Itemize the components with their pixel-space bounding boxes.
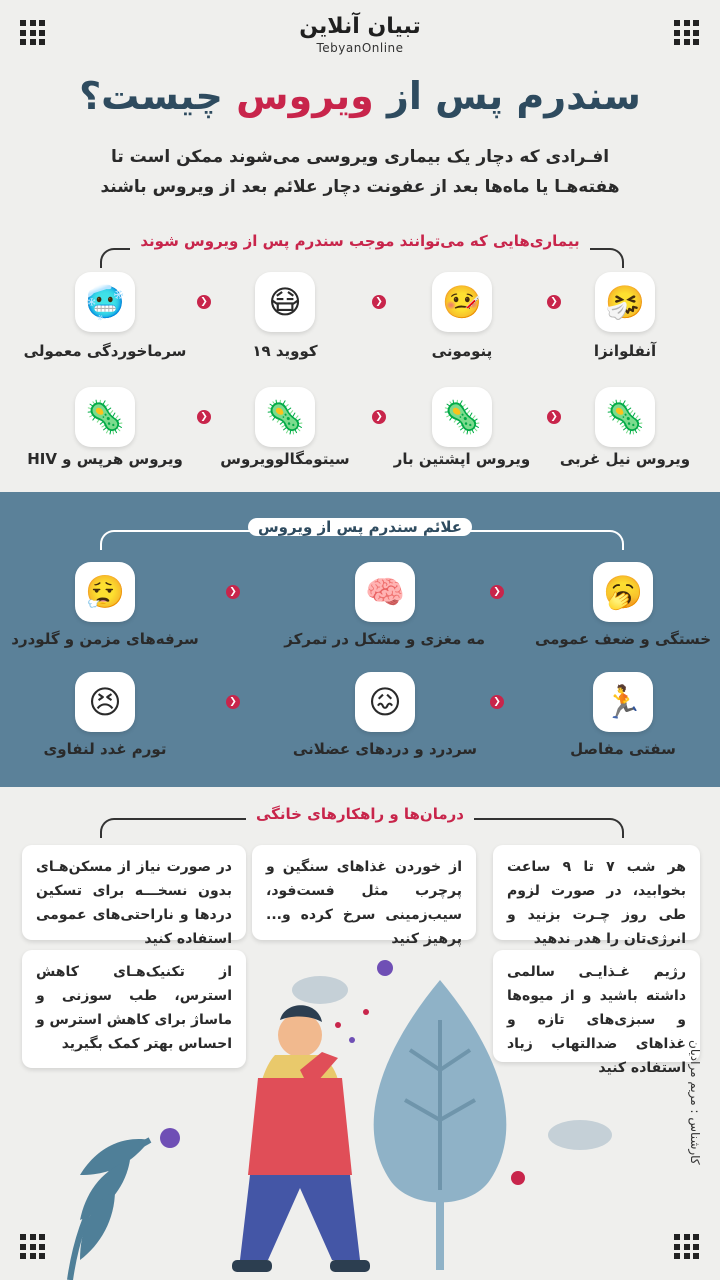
- chevron-right-icon: ❯: [372, 410, 386, 424]
- chevron-right-icon: ❯: [547, 410, 561, 424]
- chevron-right-icon: ❯: [547, 295, 561, 309]
- title-part3: چیست؟: [79, 74, 237, 118]
- intro-line-2: هفته‌هـا یا ماه‌ها بعد از عفونت دچار علائم بعد از ویروس باشند: [100, 177, 620, 197]
- sick-thermometer-icon: 🤒: [432, 272, 492, 332]
- intro-text: [40, 142, 680, 202]
- symptom-label: مه مغزی و مشکل در تمرکز: [284, 630, 485, 648]
- disease-label: کووید ۱۹: [252, 342, 318, 360]
- diseases-bracket: [100, 248, 624, 268]
- chevron-right-icon: ❯: [197, 295, 211, 309]
- chevron-right-icon: ❯: [226, 585, 240, 599]
- remedy-card-sleep: هر شب ۷ تا ۹ ساعت بخوابید، در صورت لزوم طی روز چـرت بزنید و انرژی‌تان را هدر ندهید: [493, 845, 700, 940]
- virus-teal-icon: 🦠: [255, 387, 315, 447]
- disease-label: پنومونی: [431, 342, 493, 360]
- symptom-label: تورم غدد لنفاوی: [43, 740, 167, 758]
- virus-blue-icon: 🦠: [432, 387, 492, 447]
- brand-name-en: TebyanOnline: [316, 41, 404, 55]
- brain-icon: 🧠: [355, 562, 415, 622]
- symptom-label: خستگی و ضعف عمومی: [534, 630, 712, 648]
- title-part2: ویروس: [236, 74, 374, 118]
- chevron-right-icon: ❯: [372, 295, 386, 309]
- coughing-person-icon: 😷: [255, 272, 315, 332]
- remedies-heading: [0, 805, 720, 823]
- virus-red-icon: 🦠: [595, 387, 655, 447]
- remedy-card-stress: از تکنیک‌هـای کاهش استرس، طب سوزنی و ماساژ برای کاهش استرس و احساس بهتر کمک بگیرید: [22, 950, 246, 1068]
- title-part1: سندرم پس از: [373, 74, 641, 118]
- chevron-right-icon: ❯: [490, 695, 504, 709]
- page-title: [40, 74, 680, 118]
- cold-person-icon: 🥶: [75, 272, 135, 332]
- diseases-heading: [0, 232, 720, 250]
- chevron-right-icon: ❯: [197, 410, 211, 424]
- symptom-label: سرفه‌های مزمن و گلودرد: [11, 630, 199, 648]
- sick-person-illustration: [0, 960, 720, 1280]
- palm-leaves-illustration: [70, 1139, 150, 1280]
- remedy-card-painkillers: در صورت نیاز از مسکن‌هـای بدون نسخـــه برای تسکین دردها و ناراحتی‌های عمومی استفاده کنید: [22, 845, 246, 940]
- diseases-heading-text: بیماری‌هایی که می‌توانند موجب سندرم پس از ویروس شوند: [130, 232, 589, 250]
- remedy-card-diet-avoid: از خوردن غذاهای سنگین و پرچرب مثل فست‌فود، سیب‌زمینی سرخ کرده و... پرهیز کنید: [252, 845, 476, 940]
- intro-line-1: افـرادی که دچار یک بیماری ویروسی می‌شوند ممکن است تا: [110, 147, 610, 167]
- chevron-right-icon: ❯: [490, 585, 504, 599]
- brand-name-fa: تبیان آنلاین: [299, 14, 421, 39]
- chevron-right-icon: ❯: [226, 695, 240, 709]
- running-person-icon: 🏃: [593, 672, 653, 732]
- disease-label: ویروس هرپس و HIV: [27, 450, 183, 468]
- brand-logo: [0, 14, 720, 55]
- swollen-person-icon: 😣: [75, 672, 135, 732]
- remedies-heading-text: درمان‌ها و راهکارهای خانگی: [246, 805, 474, 823]
- symptoms-heading: [0, 518, 720, 536]
- virus-green-icon: 🦠: [75, 387, 135, 447]
- disease-label: ویروس اپشتین بار: [393, 450, 531, 468]
- disease-label: آنفلوانزا: [593, 342, 657, 360]
- headache-person-icon: 😖: [355, 672, 415, 732]
- sneezing-man: [232, 1005, 370, 1272]
- disease-label: ویروس نیل غربی: [559, 450, 691, 468]
- disease-label: سیتومگالوویروس: [220, 450, 350, 468]
- sneezing-person-icon: 🤧: [595, 272, 655, 332]
- remedy-card-healthy-diet: رژیم غـذایـی سالمی داشته باشید و از میوه‌ها و سبزی‌های تازه و غذاهای ضدالتهاب زیاد استفاده کنید: [493, 950, 700, 1062]
- symptom-label: سفتی مفاصل: [570, 740, 676, 758]
- cough-person-icon: 😮‍💨: [75, 562, 135, 622]
- tired-person-icon: 🥱: [593, 562, 653, 622]
- disease-label: سرماخوردگی معمولی: [23, 342, 187, 360]
- credit-text: کارشناس : مریم مرادیان: [688, 1040, 702, 1165]
- symptoms-heading-text: علائم سندرم پس از ویروس: [248, 518, 472, 536]
- symptom-label: سردرد و دردهای عضلانی: [292, 740, 478, 758]
- tree-illustration: [374, 980, 507, 1270]
